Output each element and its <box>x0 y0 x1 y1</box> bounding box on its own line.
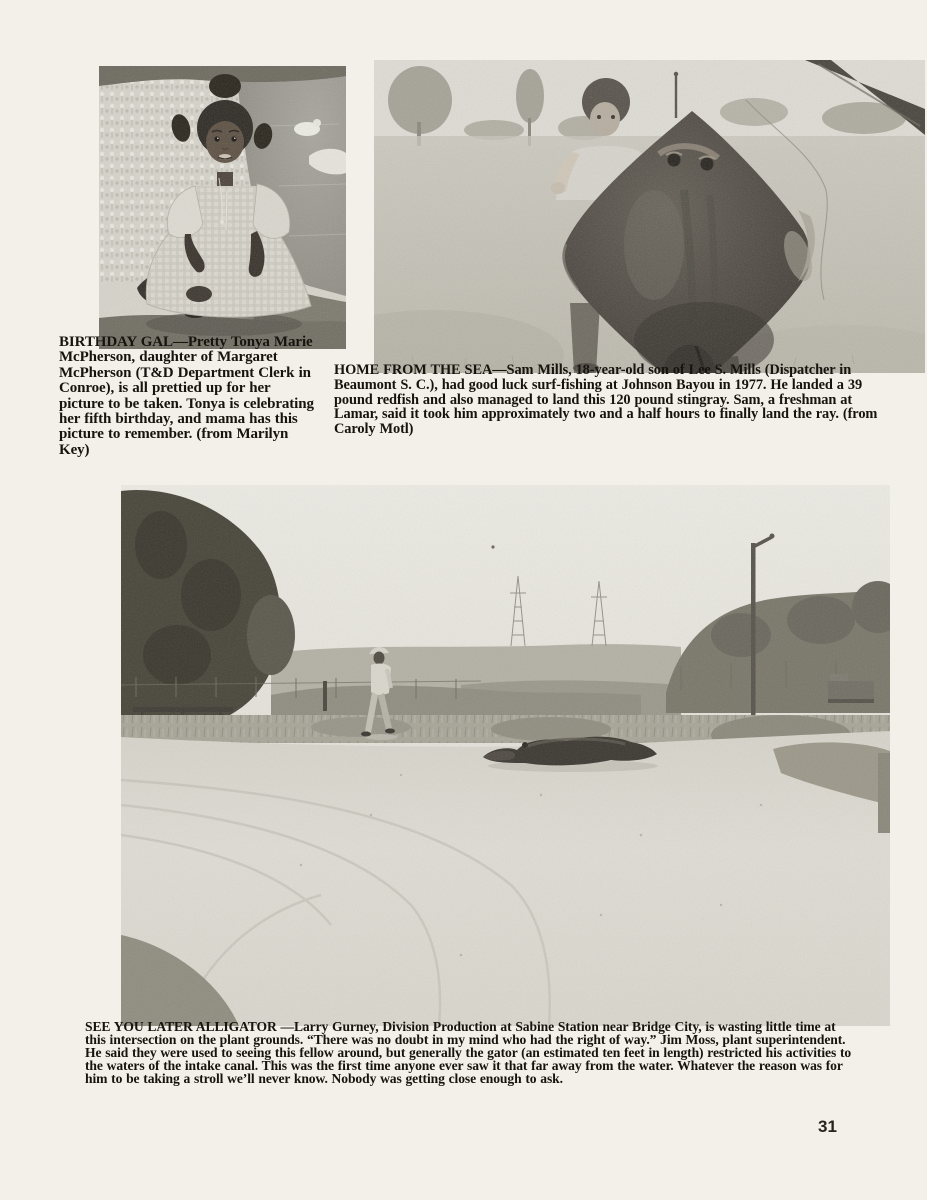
alligator-photo-art <box>121 485 890 1026</box>
photo-birthday-gal <box>99 66 346 349</box>
stingray-photo-art <box>374 60 925 373</box>
page-number: 31 <box>818 1117 837 1136</box>
photo-see-you-later-alligator <box>121 485 890 1026</box>
caption-birthday-gal: BIRTHDAY GAL—Pretty Tonya Marie McPherson, daughter of Margaret McPherson (T&D Department Clerk in Conroe), is all prettied up for her picture to be taken. Tonya is celebrating her fifth birthday, and mama has this picture to remember. (from Marilyn Key) <box>59 334 314 458</box>
caption-see-you-later-alligator: SEE YOU LATER ALLIGATOR —Larry Gurney, Division Production at Sabine Station near Bridge City, is wasting little time at this intersection on the plant grounds. “There was no doubt in my mind who had the right of way.” Jim Moss, plant superintendent. He said they were used to seeing this fellow around, but generally the gator (an estimated ten feet in length) restricted his activities to the waters of the intake canal. This was the first time anyone ever saw it that far away from the water. Whatever the reason was for him to be taking a stroll we’ll never know. Nobody was getting close enough to ask. <box>85 1019 852 1087</box>
photo-home-from-the-sea <box>374 60 925 373</box>
caption-home-from-the-sea: HOME FROM THE SEA—Sam Mills, 18-year-old son of Lee S. Mills (Dispatcher in Beaumont S. C.), had good luck surf-fishing at Johnson Bayou in 1977. He landed a 39 pound redfish and also managed to land this 120 pound stingray. Sam, a freshman at Lamar, said it took him approximately two and a half hours to finally land the ray. (from Caroly Motl) <box>334 362 878 438</box>
birthday-photo-art <box>99 66 346 349</box>
